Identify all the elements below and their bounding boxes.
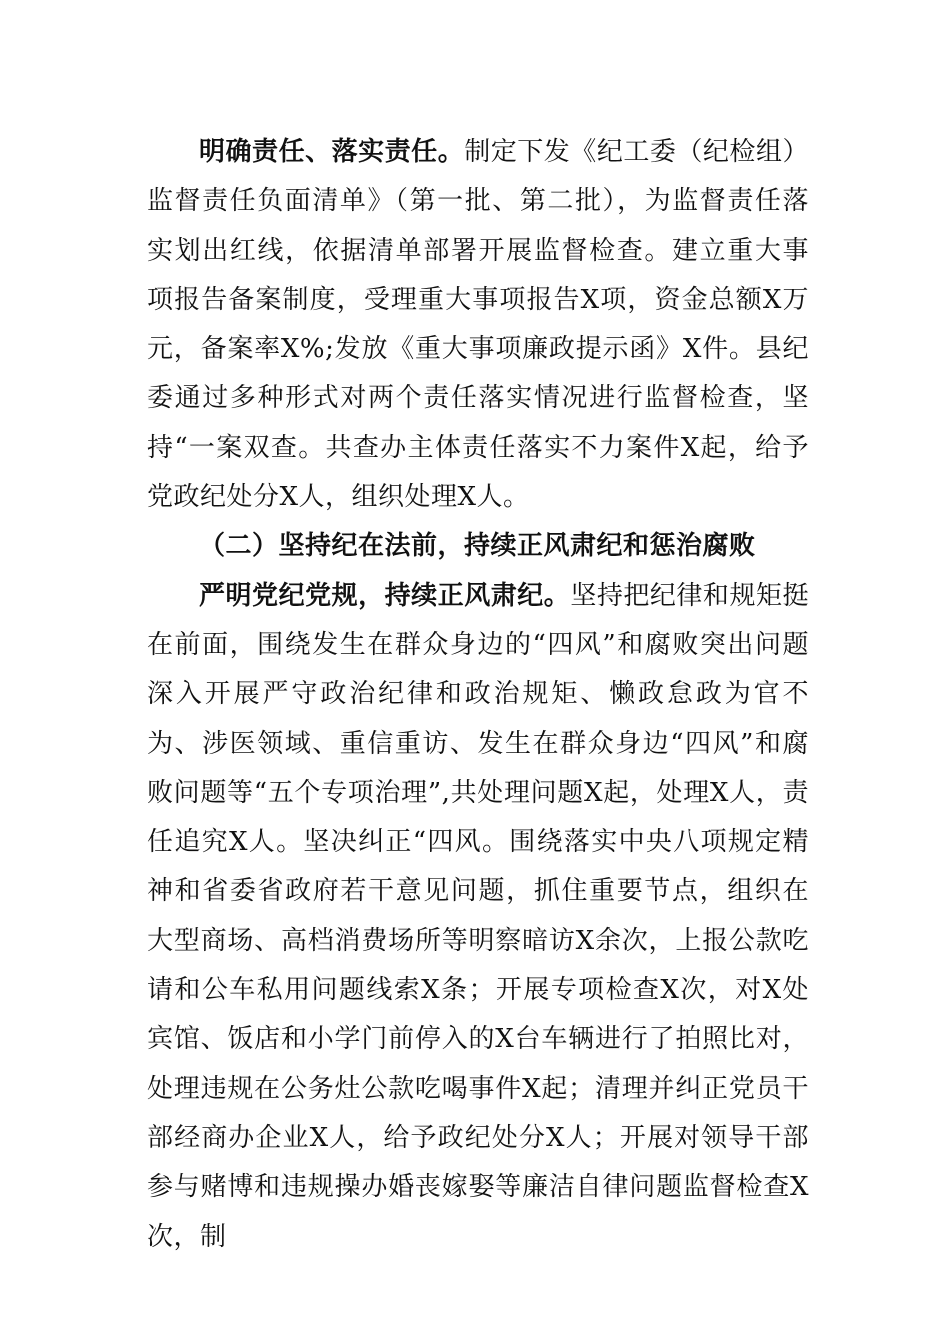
section-heading: （二）坚持纪在法前，持续正风肃纪和惩治腐败 bbox=[199, 531, 756, 562]
paragraph-discipline bbox=[147, 572, 809, 1262]
paragraph-body: 制定下发《纪工委（纪检组）监督责任负面清单》（第一批、第二批），为监督责任落实划出红线，依据清单部署开展监督检查。建立重大事项报告备案制度，受理重大事项报告X项，资金总额X万元，备案率X%;发放《重大事项廉政提示函》X件。县纪委通过多种形式对两个责任落实情况进行监督检查，坚持“一案双查。共查办主体责任落实不力案件X起，给予党政纪处分X人，组织处理X人。 bbox=[147, 137, 809, 513]
paragraph-body: 坚持把纪律和规矩挺在前面，围绕发生在群众身边的“四风”和腐败突出问题深入开展严守政治纪律和政治规矩、懒政怠政为官不为、涉医领域、重信重访、发生在群众身边“四风”和腐败问题等“五个专项治理”,共处理问题X起，处理X人，责任追究X人。坚决纠正“四风。围绕落实中央八项规定精神和省委省政府若干意见问题，抓住重要节点，组织在大型商场、高档消费场所等明察暗访X余次，上报公款吃请和公车私用问题线索X条；开展专项检查X次，对X处宾馆、饭店和小学门前停入的X台车辆进行了拍照比对，处理违规在公务灶公款吃喝事件X起；清理并纠正党员干部经商办企业X人，给予政纪处分X人；开展对领导干部参与赌博和违规操办婚丧嫁娶等廉洁自律问题监督检查X次，制 bbox=[147, 580, 809, 1252]
paragraph-responsibility bbox=[147, 128, 809, 522]
paragraph-lead: 明确责任、落实责任。 bbox=[199, 137, 465, 167]
paragraph-lead: 严明党纪党规，持续正风肃纪。 bbox=[199, 580, 571, 611]
document-body bbox=[147, 128, 809, 1262]
